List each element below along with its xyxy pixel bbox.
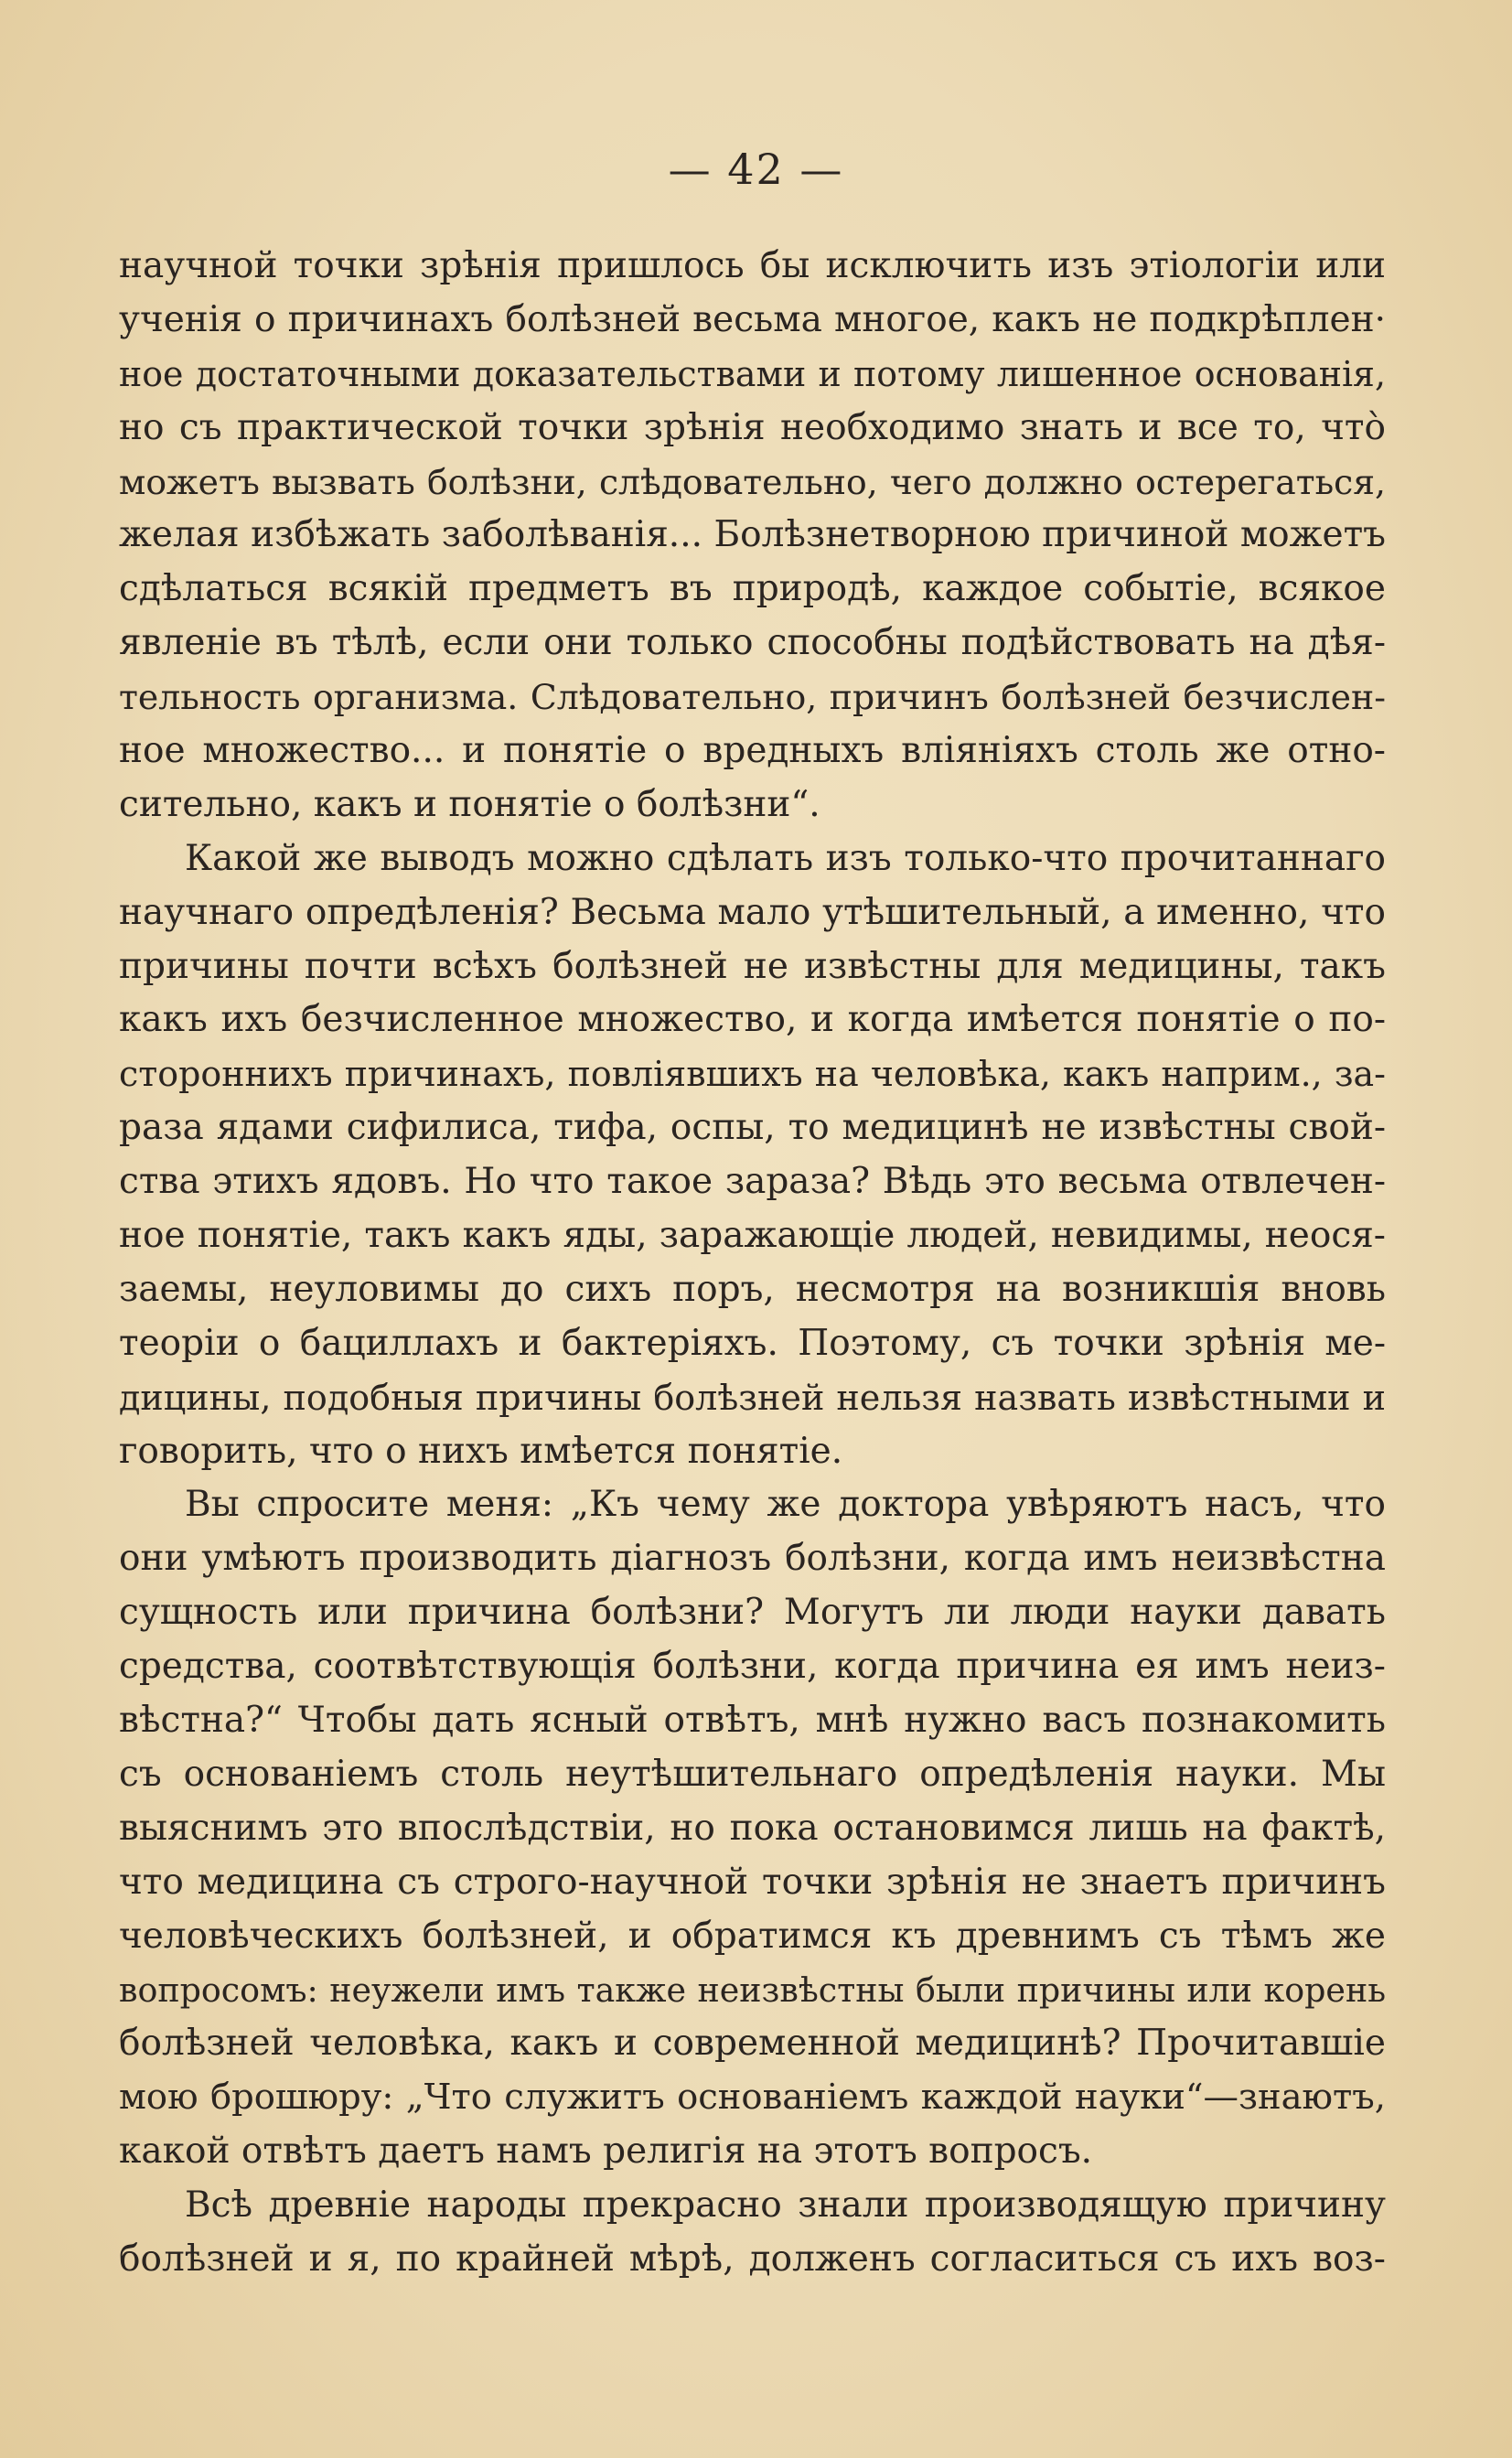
- text-line: ства этихъ ядовъ. Но что такое зараза? Вѣдь это весьма отвлечен-: [119, 1161, 1386, 1203]
- text-line: сительно, какъ и понятіе о болѣзни“.: [119, 783, 820, 825]
- text-line: сущность или причина болѣзни? Могутъ ли люди науки давать: [119, 1592, 1386, 1634]
- text-line: стороннихъ причинахъ, повліявшихъ на человѣка, какъ наприм., за-: [119, 1054, 1386, 1095]
- text-line: теоріи о бациллахъ и бактеріяхъ. Поэтому, съ точки зрѣнія ме-: [119, 1322, 1386, 1364]
- page-number: — 42 —: [668, 145, 844, 194]
- text-line: мою брошюру: „Что служитъ основаніемъ каждой науки“—знаютъ,: [119, 2077, 1386, 2119]
- paragraph-2: [119, 832, 1386, 1479]
- text-line: болѣзней и я, по крайней мѣрѣ, долженъ согласиться съ ихъ воз-: [119, 2238, 1386, 2280]
- text-line: причины почти всѣхъ болѣзней не извѣстны для медицины, такъ: [119, 945, 1386, 987]
- text-line: ученія о причинахъ болѣзней весьма многое, какъ не подкрѣплен·: [119, 298, 1386, 340]
- text-line: вопросомъ: неужели имъ также неизвѣстны были причины или корень: [119, 1970, 1386, 2010]
- text-line: можетъ вызвать болѣзни, слѣдовательно, чего должно остерегаться,: [119, 461, 1386, 502]
- text-line: они умѣютъ производить діагнозъ болѣзни, когда имъ неизвѣстна: [119, 1538, 1386, 1580]
- text-line: явленіе въ тѣлѣ, если они только способны подѣйствовать на дѣя-: [119, 622, 1386, 664]
- text-line: дицины, подобныя причины болѣзней нельзя назвать извѣстными и: [119, 1377, 1386, 1418]
- text-line: говорить, что о нихъ имѣется понятіе.: [119, 1430, 843, 1472]
- text-line: заемы, неуловимы до сихъ поръ, несмотря на возникшія вновь: [119, 1268, 1386, 1310]
- text-line: Какой же выводъ можно сдѣлать изъ только-что прочитаннаго: [185, 837, 1386, 879]
- text-line: вѣстна?“ Чтобы дать ясный отвѣтъ, мнѣ нужно васъ познакомить: [119, 1700, 1386, 1742]
- text-line: сдѣлаться всякій предметъ въ природѣ, каждое событіе, всякое: [119, 568, 1386, 610]
- text-line: человѣческихъ болѣзней, и обратимся къ древнимъ съ тѣмъ же: [119, 1915, 1386, 1957]
- text-line: Вы спросите меня: „Къ чему же доктора увѣряютъ насъ, что: [185, 1484, 1386, 1526]
- text-line: ное множество... и понятіе о вредныхъ вліяніяхъ столь же отно-: [119, 730, 1386, 772]
- text-line: какъ ихъ безчисленное множество, и когда имѣется понятіе о по-: [119, 999, 1386, 1041]
- text-line: болѣзней человѣка, какъ и современной медицинѣ? Прочитавшіе: [119, 2023, 1386, 2065]
- text-line: но съ практической точки зрѣнія необходимо знать и все то, что̀: [119, 406, 1386, 448]
- text-line: средства, соотвѣтствующія болѣзни, когда причина ея имъ неиз-: [119, 1646, 1386, 1688]
- text-line: какой отвѣтъ даетъ намъ религія на этотъ вопросъ.: [119, 2131, 1093, 2173]
- paragraph-4: [119, 2179, 1386, 2287]
- paragraph-3: [119, 1478, 1386, 2179]
- text-line: раза ядами сифилиса, тифа, оспы, то медицинѣ не извѣстны свой-: [119, 1107, 1386, 1149]
- text-line: что медицина съ строго-научной точки зрѣнія не знаетъ причинъ: [119, 1861, 1386, 1903]
- text-line: тельность организма. Слѣдовательно, причинъ болѣзней безчислен-: [119, 677, 1386, 718]
- text-line: желая избѣжать заболѣванія... Болѣзнетворною причиной можетъ: [119, 514, 1386, 556]
- text-line: ное достаточными доказательствами и потому лишенное основанія,: [119, 353, 1386, 394]
- text-line: съ основаніемъ столь неутѣшительнаго опредѣленія науки. Мы: [119, 1753, 1386, 1795]
- paragraph-1: [119, 240, 1386, 832]
- text-line: научной точки зрѣнія пришлось бы исключить изъ этіологіи или: [119, 245, 1386, 286]
- text-line: ное понятіе, такъ какъ яды, заражающіе людей, невидимы, неося-: [119, 1215, 1386, 1257]
- text-line: Всѣ древніе народы прекрасно знали производящую причину: [185, 2184, 1386, 2227]
- text-line: выяснимъ это впослѣдствіи, но пока остановимся лишь на фактѣ,: [119, 1807, 1386, 1849]
- body-text: [119, 240, 1386, 2287]
- text-line: научнаго опредѣленія? Весьма мало утѣшительный, а именно, что: [119, 891, 1386, 933]
